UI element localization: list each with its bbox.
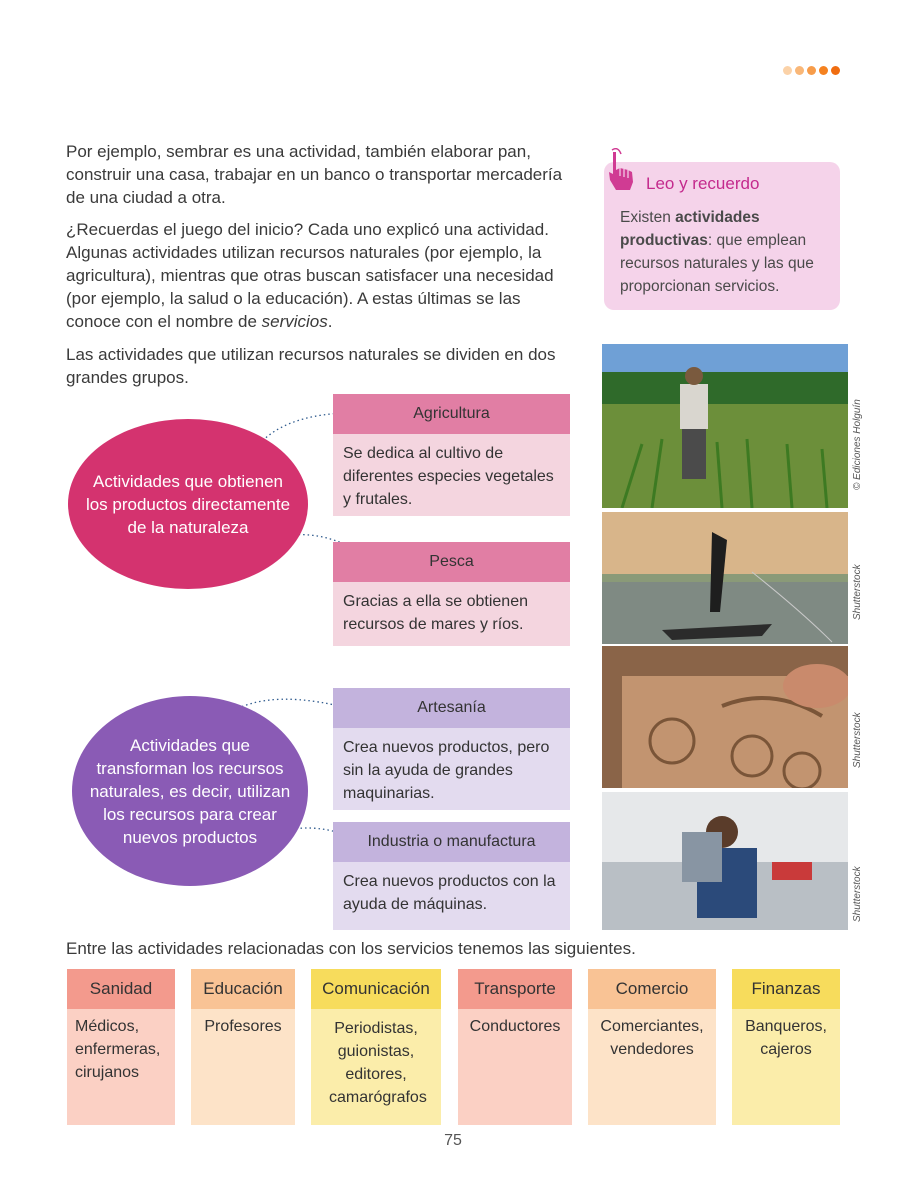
photo-credit-1: © Ediciones Holguín xyxy=(852,399,863,490)
service-text: Médicos, enfermeras, cirujanos xyxy=(67,1009,175,1125)
photo-credit-2: Shutterstock xyxy=(852,564,863,620)
intro-paragraph-3: Las actividades que utilizan recursos naturales se dividen en dos grandes grupos. xyxy=(66,345,556,387)
card-artesania xyxy=(333,688,570,810)
card-industria xyxy=(333,822,570,930)
intro-paragraph-2-text: ¿Recuerdas el juego del inicio? Cada uno explicó una actividad. Algunas actividades utilizan recursos naturales (por ejemplo, la agricultura), mientras que otras buscan satisfacer una necesidad (por ejemplo, la salud o la educación). A estas últimas se las conoce con el nombre de xyxy=(66,220,554,331)
card-title: Artesanía xyxy=(333,688,570,728)
service-title: Transporte xyxy=(458,969,572,1009)
service-text: Profesores xyxy=(191,1009,295,1125)
service-title: Finanzas xyxy=(732,969,840,1009)
service-text: Conductores xyxy=(458,1009,572,1125)
card-title: Agricultura xyxy=(333,394,570,434)
leo-text-bold: actividades productivas xyxy=(620,209,760,249)
card-title: Industria o manufactura xyxy=(333,822,570,862)
leo-text-a: Existen xyxy=(620,209,676,226)
leo-text-b: : que emplean recursos naturales y las que proporcionan servicios. xyxy=(620,232,814,295)
card-title: Pesca xyxy=(333,542,570,582)
service-sanidad xyxy=(67,969,175,1125)
card-text: Se dedica al cultivo de diferentes especies vegetales y frutales. xyxy=(333,434,570,516)
photo-craft xyxy=(602,646,848,788)
service-title: Comercio xyxy=(588,969,716,1009)
intro-paragraph-2-end: . xyxy=(327,312,333,331)
service-transporte xyxy=(458,969,572,1125)
photo-agriculture xyxy=(602,344,848,508)
intro-paragraph-2-emphasis: servicios xyxy=(261,312,328,331)
card-text: Crea nuevos productos, pero sin la ayuda de grandes maquinarias. xyxy=(333,728,570,810)
photo-credit-3: Shutterstock xyxy=(852,712,863,768)
service-comercio xyxy=(588,969,716,1125)
page-number: 75 xyxy=(444,1132,462,1149)
services-intro: Entre las actividades relacionadas con los servicios tenemos las siguientes. xyxy=(66,939,636,958)
service-finanzas xyxy=(732,969,840,1125)
service-text: Comerciantes, vendedores xyxy=(588,1009,716,1125)
card-agricultura xyxy=(333,394,570,516)
card-text: Gracias a ella se obtienen recursos de mares y ríos. xyxy=(333,582,570,646)
service-text: Periodistas, guionistas, editores, camarógrafos xyxy=(311,1009,441,1125)
oval-natural-products-text: Actividades que obtienen los productos directamente de la naturaleza xyxy=(85,471,291,537)
service-title: Sanidad xyxy=(67,969,175,1009)
service-educacion xyxy=(191,969,295,1125)
service-title: Comunicación xyxy=(311,969,441,1009)
oval-transform-resources-text: Actividades que transforman los recursos naturales, es decir, utilizan los recursos para crear nuevos productos xyxy=(89,735,291,847)
oval-transform-resources xyxy=(72,696,308,886)
photo-industry xyxy=(602,792,848,930)
leo-title: Leo y recuerdo xyxy=(646,174,760,193)
service-text: Banqueros, cajeros xyxy=(732,1009,840,1125)
photo-credit-4: Shutterstock xyxy=(852,866,863,922)
intro-paragraph-1: Por ejemplo, sembrar es una actividad, también elaborar pan, construir una casa, trabajar en un banco o transportar mercadería de una ciudad a otra. xyxy=(66,142,563,207)
card-text: Crea nuevos productos con la ayuda de máquinas. xyxy=(333,862,570,930)
photo-fishing xyxy=(602,512,848,644)
service-comunicacion xyxy=(311,969,441,1125)
card-pesca xyxy=(333,542,570,646)
service-title: Educación xyxy=(191,969,295,1009)
oval-natural-products xyxy=(68,419,308,589)
